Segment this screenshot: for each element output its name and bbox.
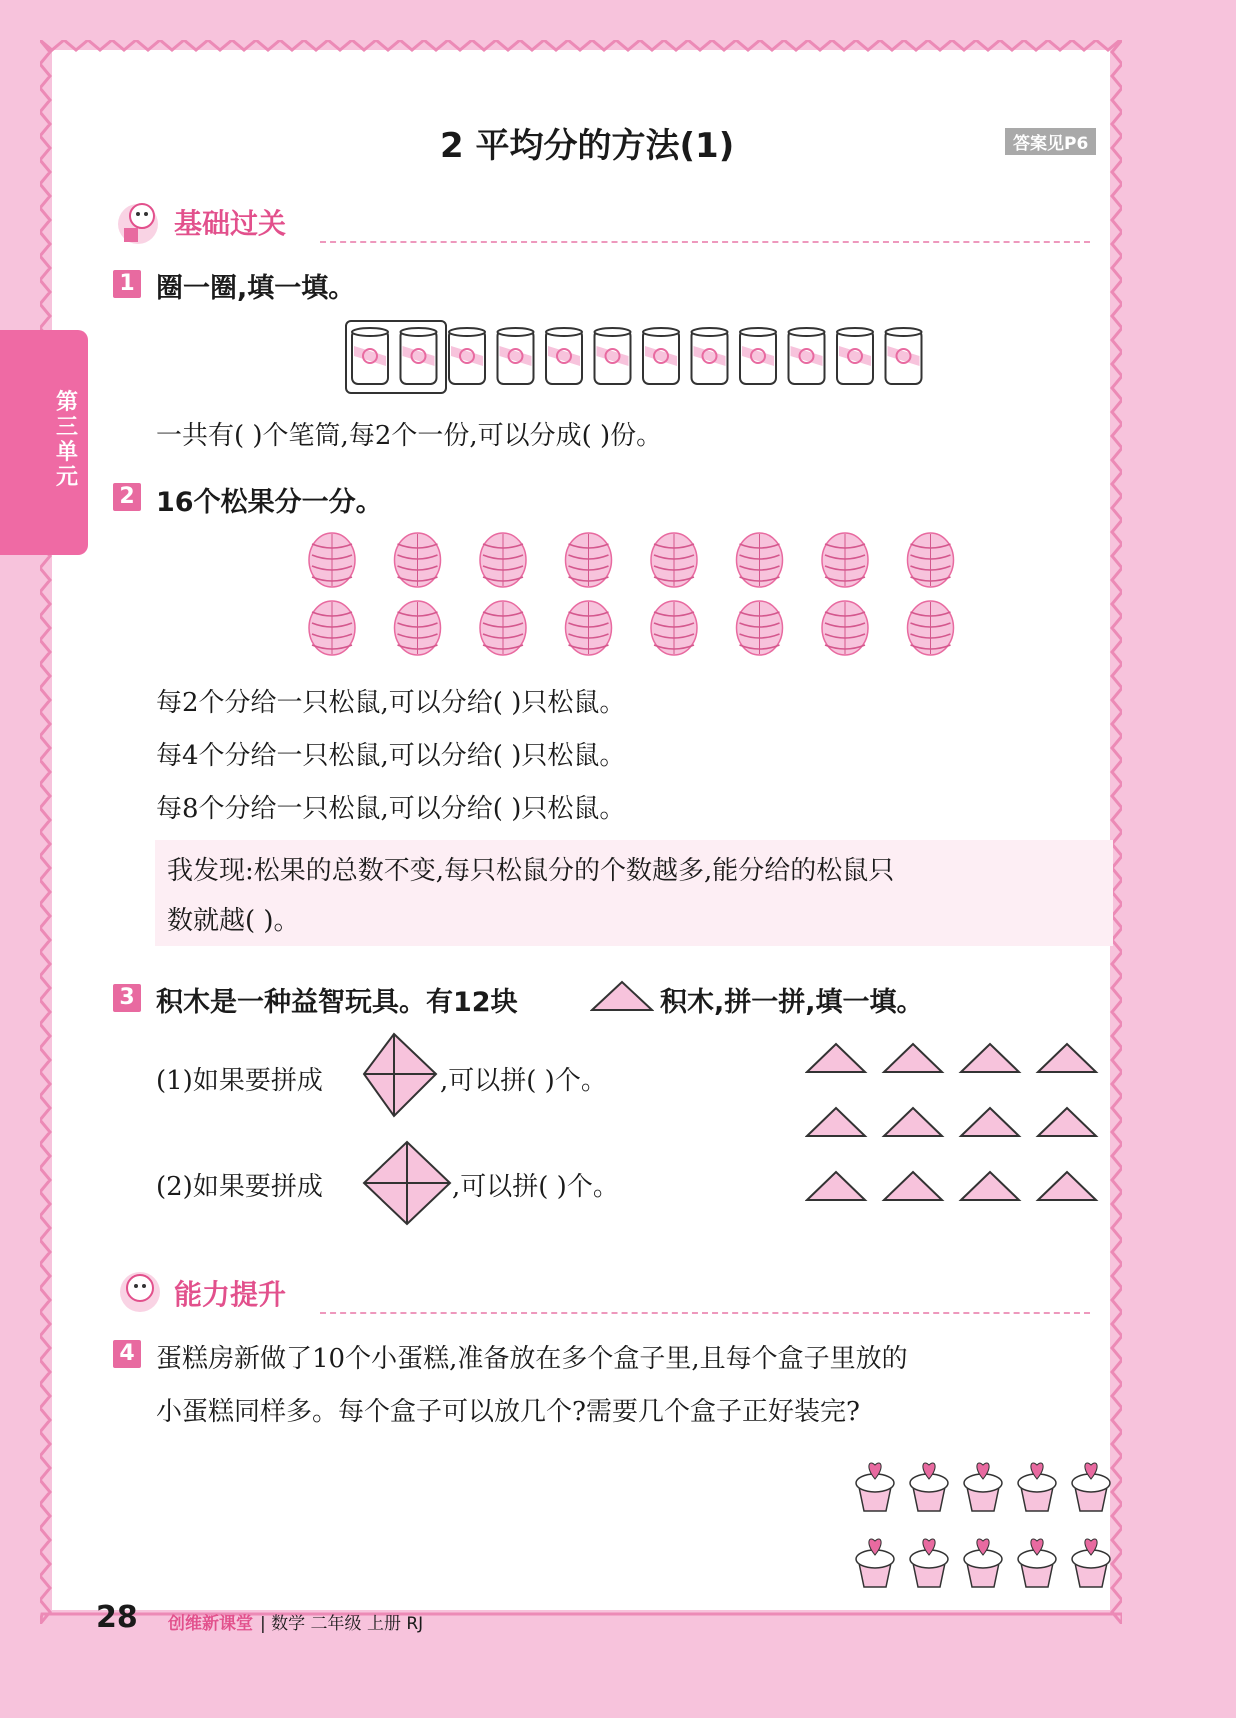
question-number: 1 [113, 270, 141, 298]
cupcake-icon [856, 1539, 894, 1587]
pinecone-icon [651, 533, 697, 587]
cupcake-icon [964, 1463, 1002, 1511]
triangle-block [884, 1044, 942, 1072]
pen-holder-icon [789, 328, 825, 384]
section-divider [320, 1312, 1090, 1314]
pinecone-icon [908, 533, 954, 587]
section-divider [320, 241, 1090, 243]
question-text: 蛋糕房新做了10个小蛋糕,准备放在多个盒子里,且每个盒子里放的 [156, 1344, 908, 1374]
cupcake-icon [1018, 1539, 1056, 1587]
triangle-block [961, 1108, 1019, 1136]
pinecone-icon [395, 533, 441, 587]
square-shape-icon [362, 1140, 452, 1226]
question-number: 4 [113, 1340, 141, 1368]
pinecone-icon [309, 533, 355, 587]
pinecone-icon [566, 601, 612, 655]
pinecone-icon [737, 601, 783, 655]
page-title: 2 平均分的方法(1) [440, 126, 735, 166]
triangle-block [1038, 1108, 1096, 1136]
triangle-block-icon [590, 978, 654, 1014]
page-number: 28 [96, 1600, 138, 1635]
cupcake-icon [1072, 1539, 1110, 1587]
question-text: 16个松果分一分。 [156, 487, 383, 518]
pinecone-icon [822, 601, 868, 655]
pen-holder-icon [449, 328, 485, 384]
triangle-block [884, 1172, 942, 1200]
cupcake-icon [910, 1463, 948, 1511]
question-text: 圈一圈,填一填。 [156, 273, 356, 304]
pinecone-icon [395, 601, 441, 655]
pen-holder-icon [546, 328, 582, 384]
book-info: | 数学 二年级 上册 RJ [260, 1614, 424, 1634]
fill-line[interactable]: 每8个分给一只松鼠,可以分给( )只松鼠。 [156, 794, 626, 824]
brand-name: 创维新课堂 [168, 1614, 253, 1634]
pen-holder-icon [740, 328, 776, 384]
cupcake-icon [964, 1539, 1002, 1587]
cupcake-icon [1072, 1463, 1110, 1511]
question-text: 小蛋糕同样多。每个盒子可以放几个?需要几个盒子正好装完? [156, 1397, 860, 1427]
triangle-block [961, 1172, 1019, 1200]
pinecone-icon [566, 533, 612, 587]
pinecone-icon [309, 601, 355, 655]
pinecone-icon [822, 533, 868, 587]
fill-line[interactable]: 一共有( )个笔筒,每2个一份,可以分成( )份。 [156, 421, 663, 451]
fill-line[interactable]: ,可以拼( )个。 [440, 1066, 607, 1096]
triangle-block [1038, 1172, 1096, 1200]
pinecone-icon [480, 533, 526, 587]
triangle-block [807, 1172, 865, 1200]
pen-holder-icon [498, 328, 534, 384]
question-number: 3 [113, 984, 141, 1012]
pen-holder-icon [643, 328, 679, 384]
pinecone-icon [480, 601, 526, 655]
section-title-basic: 基础过关 [174, 207, 287, 240]
pen-holder-icon [401, 328, 437, 384]
pinecone-icon [908, 601, 954, 655]
unit-tab[interactable] [0, 330, 88, 555]
triangle-block [961, 1044, 1019, 1072]
pen-holder-icon [692, 328, 728, 384]
pen-holder-icon [837, 328, 873, 384]
cupcake-icon [910, 1539, 948, 1587]
pinecones [308, 530, 992, 670]
question-number: 2 [113, 483, 141, 511]
mascot-icon [112, 1268, 168, 1316]
pen-holder-icon [595, 328, 631, 384]
discovery-text: 我发现:松果的总数不变,每只松鼠分的个数越多,能分给的松鼠只 [167, 856, 895, 886]
pen-holders [350, 326, 932, 392]
triangle-block [807, 1108, 865, 1136]
mascot-icon [112, 198, 168, 246]
triangle-block [807, 1044, 865, 1072]
kite-shape-icon [362, 1032, 438, 1118]
fill-line[interactable]: ,可以拼( )个。 [452, 1172, 619, 1202]
triangle-block [884, 1108, 942, 1136]
pen-holder-icon [352, 328, 388, 384]
question-text: 积木,拼一拼,填一填。 [660, 987, 924, 1018]
discovery-box [155, 840, 1113, 946]
discovery-text[interactable]: 数就越( )。 [167, 906, 300, 936]
answer-reference: 答案见P6 [1005, 128, 1096, 155]
cupcake-icon [856, 1463, 894, 1511]
pen-holder-icon [886, 328, 922, 384]
triangle-block [1038, 1044, 1096, 1072]
question-text: 积木是一种益智玩具。有12块 [156, 987, 518, 1018]
triangle-blocks [805, 1040, 1113, 1236]
part-label: (1)如果要拼成 [156, 1066, 323, 1096]
fill-line[interactable]: 每4个分给一只松鼠,可以分给( )只松鼠。 [156, 741, 626, 771]
pinecone-icon [737, 533, 783, 587]
cupcake-icon [1018, 1463, 1056, 1511]
pinecone-icon [651, 601, 697, 655]
part-label: (2)如果要拼成 [156, 1172, 323, 1202]
fill-line[interactable]: 每2个分给一只松鼠,可以分给( )只松鼠。 [156, 688, 626, 718]
section-title-advanced: 能力提升 [174, 1278, 287, 1311]
unit-tab-label: 第三单元 [56, 390, 79, 490]
cupcakes [855, 1455, 1125, 1611]
